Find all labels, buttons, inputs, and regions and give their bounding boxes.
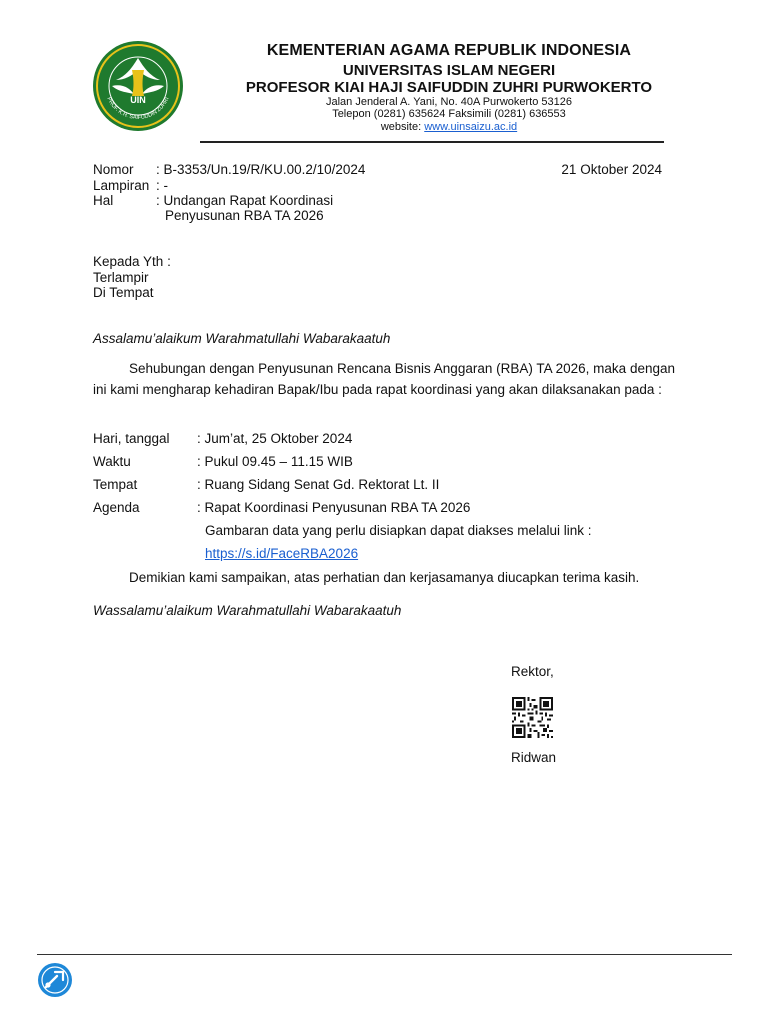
recipient-place: Di Tempat: [93, 285, 154, 300]
nomor-label: Nomor: [93, 162, 134, 177]
closing-text: Demikian kami sampaikan, atas perhatian dan kerjasamanya diucapkan terima kasih.: [129, 570, 640, 585]
signer-name: Ridwan: [511, 750, 557, 765]
detail-label-place: Tempat: [93, 477, 138, 492]
detail-label-agenda: Agenda: [93, 500, 140, 515]
university-logo: [92, 40, 184, 132]
qr-code-icon: [512, 697, 553, 738]
header-divider: [200, 141, 664, 143]
farewell: Wassalamu’alaikum Warahmatullahi Wabarakaatuh: [93, 603, 402, 618]
signature-title: Rektor,: [511, 664, 554, 679]
footer-badge-icon: [37, 962, 73, 998]
footer-divider: [37, 954, 732, 955]
recipient-name: Terlampir: [93, 270, 149, 285]
lampiran-label: Lampiran: [93, 178, 150, 193]
detail-value-date: : Jum’at, 25 Oktober 2024: [197, 431, 353, 446]
university-title-line1: UNIVERSITAS ISLAM NEGERI: [342, 62, 556, 79]
data-link[interactable]: https://s.id/FaceRBA2026: [205, 546, 359, 561]
logo-ring-text: PROF. K.H. SAIFUDDIN ZUHRI: [105, 96, 171, 121]
recipient-heading: Kepada Yth :: [93, 254, 171, 269]
hal-value: : Undangan Rapat Koordinasi: [156, 193, 334, 208]
university-title-line2: PROFESOR KIAI HAJI SAIFUDDIN ZUHRI PURWOKERTO: [245, 79, 653, 96]
logo-center-text: UIN: [130, 95, 146, 105]
website-link[interactable]: www.uinsaizu.ac.id: [424, 121, 518, 133]
detail-label-time: Waktu: [93, 454, 131, 469]
hal-value-continued: Penyusunan RBA TA 2026: [165, 208, 324, 223]
link-note: Gambaran data yang perlu disiapkan dapat diakses melalui link :: [205, 523, 592, 538]
detail-value-agenda: : Rapat Koordinasi Penyusunan RBA TA 2026: [197, 500, 471, 515]
detail-value-place: : Ruang Sidang Senat Gd. Rektorat Lt. II: [197, 477, 440, 492]
detail-value-time: : Pukul 09.45 – 11.15 WIB: [197, 454, 353, 469]
intro-paragraph: Sehubungan dengan Penyusunan Rencana Bisnis Anggaran (RBA) TA 2026, maka dengan ini kami mengharap kehadiran Bapak/Ibu pada rapat koordinasi yang akan dilaksanakan pada :: [93, 361, 675, 397]
greeting: Assalamu’alaikum Warahmatullahi Wabarakaatuh: [93, 331, 391, 346]
detail-label-date: Hari, tanggal: [93, 431, 170, 446]
address: Jalan Jenderal A. Yani, No. 40A Purwokerto 53126: [325, 96, 573, 108]
nomor-value: : B-3353/Un.19/R/KU.00.2/10/2024: [156, 162, 366, 177]
hal-label: Hal: [93, 193, 114, 208]
phone: Telepon (0281) 635624 Faksimili (0281) 636553: [332, 108, 566, 120]
website-label: website:: [380, 121, 425, 133]
ministry-title: KEMENTERIAN AGAMA REPUBLIK INDONESIA: [266, 42, 632, 59]
website-line: [200, 121, 698, 133]
letter-date: 21 Oktober 2024: [561, 162, 662, 177]
lampiran-value: : -: [156, 178, 168, 193]
